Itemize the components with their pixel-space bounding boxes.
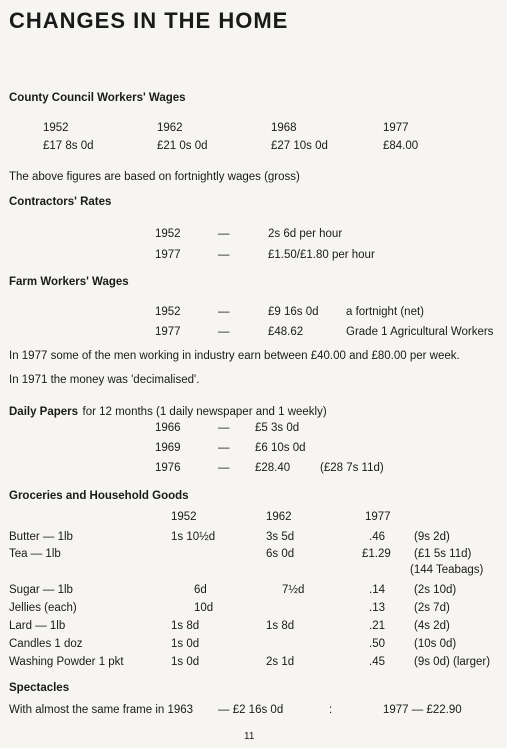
papers-note: (£28 7s 11d) xyxy=(320,462,384,474)
grocery-price-1977: .46 xyxy=(369,531,385,543)
papers-year: 1976 xyxy=(155,462,181,474)
grocery-item: Sugar — 1lb xyxy=(9,584,73,596)
county-value-1977: £84.00 xyxy=(383,140,419,152)
spectacles-value-1963: — £2 16s 0d xyxy=(218,704,284,716)
spectacles-text: With almost the same frame in 1963 xyxy=(9,704,194,716)
grocery-price-1977: .13 xyxy=(369,602,385,614)
grocery-price-1962: 2s 1d xyxy=(266,656,295,668)
papers-dash: — xyxy=(218,442,230,454)
papers-dash: — xyxy=(218,422,230,434)
daily-papers-heading: Daily Papers xyxy=(9,406,79,418)
grocery-item: Butter — 1lb xyxy=(9,531,73,543)
grocery-old-price: (2s 10d) xyxy=(414,584,457,596)
grocery-old-price: (£1 5s 11d) xyxy=(414,548,472,560)
grocery-old-price: (2s 7d) xyxy=(414,602,450,614)
county-year-1977: 1977 xyxy=(383,122,409,134)
grocery-price-1962: 7½d xyxy=(282,584,305,596)
grocery-item: Candles 1 doz xyxy=(9,638,83,650)
grocery-price-1977: .21 xyxy=(369,620,385,632)
grocery-old-price: (10s 0d) xyxy=(414,638,457,650)
grocery-price-1977: .45 xyxy=(369,656,385,668)
page-title: CHANGES IN THE HOME xyxy=(9,8,289,33)
contractors-dash: — xyxy=(218,249,230,261)
spectacles-heading: Spectacles xyxy=(9,682,70,694)
grocery-price-1962: 6s 0d xyxy=(266,548,295,560)
papers-dash: — xyxy=(218,462,230,474)
grocery-item: Washing Powder 1 pkt xyxy=(9,656,124,668)
farm-wages-heading: Farm Workers' Wages xyxy=(9,276,129,288)
contractors-year: 1977 xyxy=(155,249,181,261)
county-year-1952: 1952 xyxy=(43,122,69,134)
decimal-note: In 1971 the money was 'decimalised'. xyxy=(9,374,200,386)
groceries-col-1952: 1952 xyxy=(171,511,197,523)
grocery-old-price: (4s 2d) xyxy=(414,620,450,632)
page-number: 11 xyxy=(244,731,255,742)
grocery-price-1977: .14 xyxy=(369,584,385,596)
farm-value: £9 16s 0d xyxy=(268,306,319,318)
county-wages-heading: County Council Workers' Wages xyxy=(9,92,186,104)
groceries-heading: Groceries and Household Goods xyxy=(9,490,189,502)
grocery-price-1977: .50 xyxy=(369,638,385,650)
daily-papers-header xyxy=(9,402,327,420)
grocery-old-price: (9s 0d) (larger) xyxy=(414,656,491,668)
grocery-price-1952: 1s 0d xyxy=(171,638,200,650)
grocery-item: Jellies (each) xyxy=(9,602,77,614)
grocery-price-1962: 3s 5d xyxy=(266,531,295,543)
county-year-1962: 1962 xyxy=(157,122,183,134)
farm-value: £48.62 xyxy=(268,326,304,338)
farm-year: 1952 xyxy=(155,306,181,318)
contractors-heading: Contractors' Rates xyxy=(9,196,112,208)
grocery-old-price: (9s 2d) xyxy=(414,531,450,543)
contractors-dash: — xyxy=(218,228,230,240)
papers-year: 1966 xyxy=(155,422,181,434)
farm-dash: — xyxy=(218,326,230,338)
contractors-value: £1.50/£1.80 per hour xyxy=(268,249,375,261)
daily-papers-subheading: for 12 months (1 daily newspaper and 1 weekly) xyxy=(82,406,327,418)
groceries-col-1962: 1962 xyxy=(266,511,292,523)
grocery-price-1962: 1s 8d xyxy=(266,620,295,632)
grocery-price-1952: 1s 0d xyxy=(171,656,200,668)
farm-note: a fortnight (net) xyxy=(346,306,424,318)
farm-year: 1977 xyxy=(155,326,181,338)
papers-value: £28.40 xyxy=(255,462,291,474)
grocery-item: Lard — 1lb xyxy=(9,620,66,632)
spectacles-value-1977: 1977 — £22.90 xyxy=(383,704,462,716)
grocery-item: Tea — 1lb xyxy=(9,548,61,560)
grocery-price-1952: 10d xyxy=(194,602,214,614)
county-note: The above figures are based on fortnightly wages (gross) xyxy=(9,171,300,183)
industry-note: In 1977 some of the men working in industry earn between £40.00 and £80.00 per week. xyxy=(9,350,460,362)
county-value-1962: £21 0s 0d xyxy=(157,140,208,152)
spectacles-colon: : xyxy=(329,704,333,716)
papers-year: 1969 xyxy=(155,442,181,454)
contractors-year: 1952 xyxy=(155,228,181,240)
grocery-price-1952: 6d xyxy=(194,584,207,596)
grocery-price-1977: £1.29 xyxy=(362,548,391,560)
county-year-1968: 1968 xyxy=(271,122,297,134)
papers-value: £6 10s 0d xyxy=(255,442,306,454)
groceries-col-1977: 1977 xyxy=(365,511,391,523)
county-value-1968: £27 10s 0d xyxy=(271,140,328,152)
farm-note: Grade 1 Agricultural Workers xyxy=(346,326,494,338)
farm-dash: — xyxy=(218,306,230,318)
grocery-extra-note: (144 Teabags) xyxy=(410,564,484,576)
grocery-price-1952: 1s 10½d xyxy=(171,531,216,543)
papers-value: £5 3s 0d xyxy=(255,422,300,434)
contractors-value: 2s 6d per hour xyxy=(268,228,343,240)
county-value-1952: £17 8s 0d xyxy=(43,140,94,152)
grocery-price-1952: 1s 8d xyxy=(171,620,200,632)
